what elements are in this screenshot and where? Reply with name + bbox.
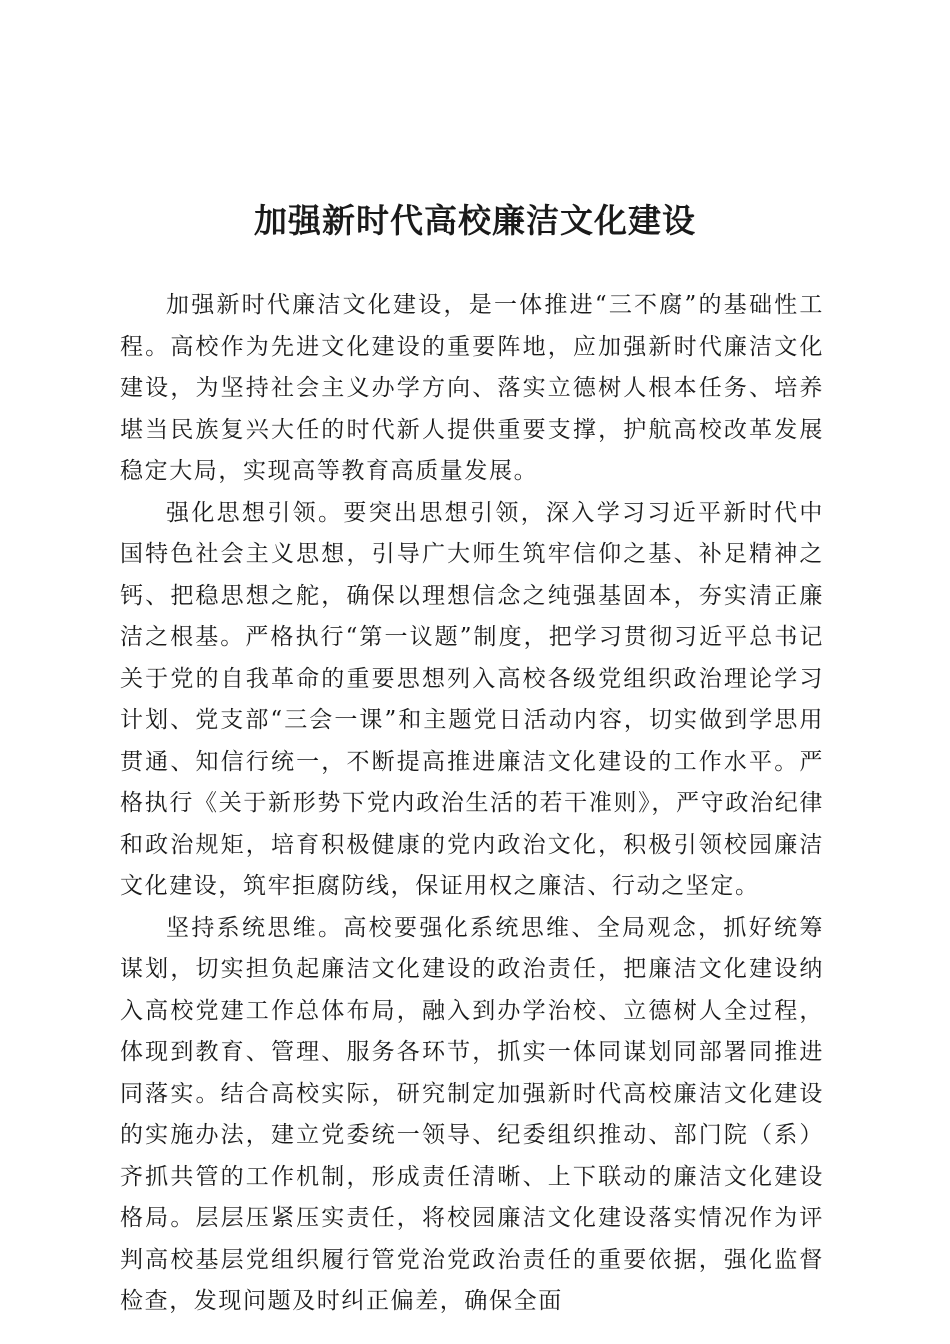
paragraph-ideological-guidance: 强化思想引领。要突出思想引领，深入学习习近平新时代中国特色社会主义思想，引导广大师生筑牢信仰之基、补足精神之钙、把稳思想之舵，确保以理想信念之纯强基固本，夯实清正廉洁之根基。严格执行“第一议题”制度，把学习贯彻习近平总书记关于党的自我革命的重要思想列入高校各级党组织政治理论学习计划、党支部“三会一课”和主题党日活动内容，切实做到学思用贯通、知信行统一，不断提高推进廉洁文化建设的工作水平。严格执行《关于新形势下党内政治生活的若干准则》，严守政治纪律和政治规矩，培育积极健康的党内政治文化，积极引领校园廉洁文化建设，筑牢拒腐防线，保证用权之廉洁、行动之坚定。 (120, 499, 824, 899)
paragraph-intro: 加强新时代廉洁文化建设，是一体推进“三不腐”的基础性工程。高校作为先进文化建设的重要阵地，应加强新时代廉洁文化建设，为坚持社会主义办学方向、落实立德树人根本任务、培养堪当民族复兴大任的时代新人提供重要支撑，护航高校改革发展稳定大局，实现高等教育高质量发展。 (120, 292, 824, 484)
document-title: 加强新时代高校廉洁文化建设 (254, 201, 696, 240)
document-body (120, 285, 824, 1323)
paragraph-systematic-thinking: 坚持系统思维。高校要强化系统思维、全局观念，抓好统筹谋划，切实担负起廉洁文化建设的政治责任，把廉洁文化建设纳入高校党建工作总体布局，融入到办学治校、立德树人全过程，体现到教育、管理、服务各环节，抓实一体同谋划同部署同推进同落实。结合高校实际，研究制定加强新时代高校廉洁文化建设的实施办法，建立党委统一领导、纪委组织推动、部门院（系）齐抓共管的工作机制，形成责任清晰、上下联动的廉洁文化建设格局。层层压紧压实责任，将校园廉洁文化建设落实情况作为评判高校基层党组织履行管党治党政治责任的重要依据，强化监督检查，发现问题及时纠正偏差，确保全面 (120, 914, 824, 1314)
